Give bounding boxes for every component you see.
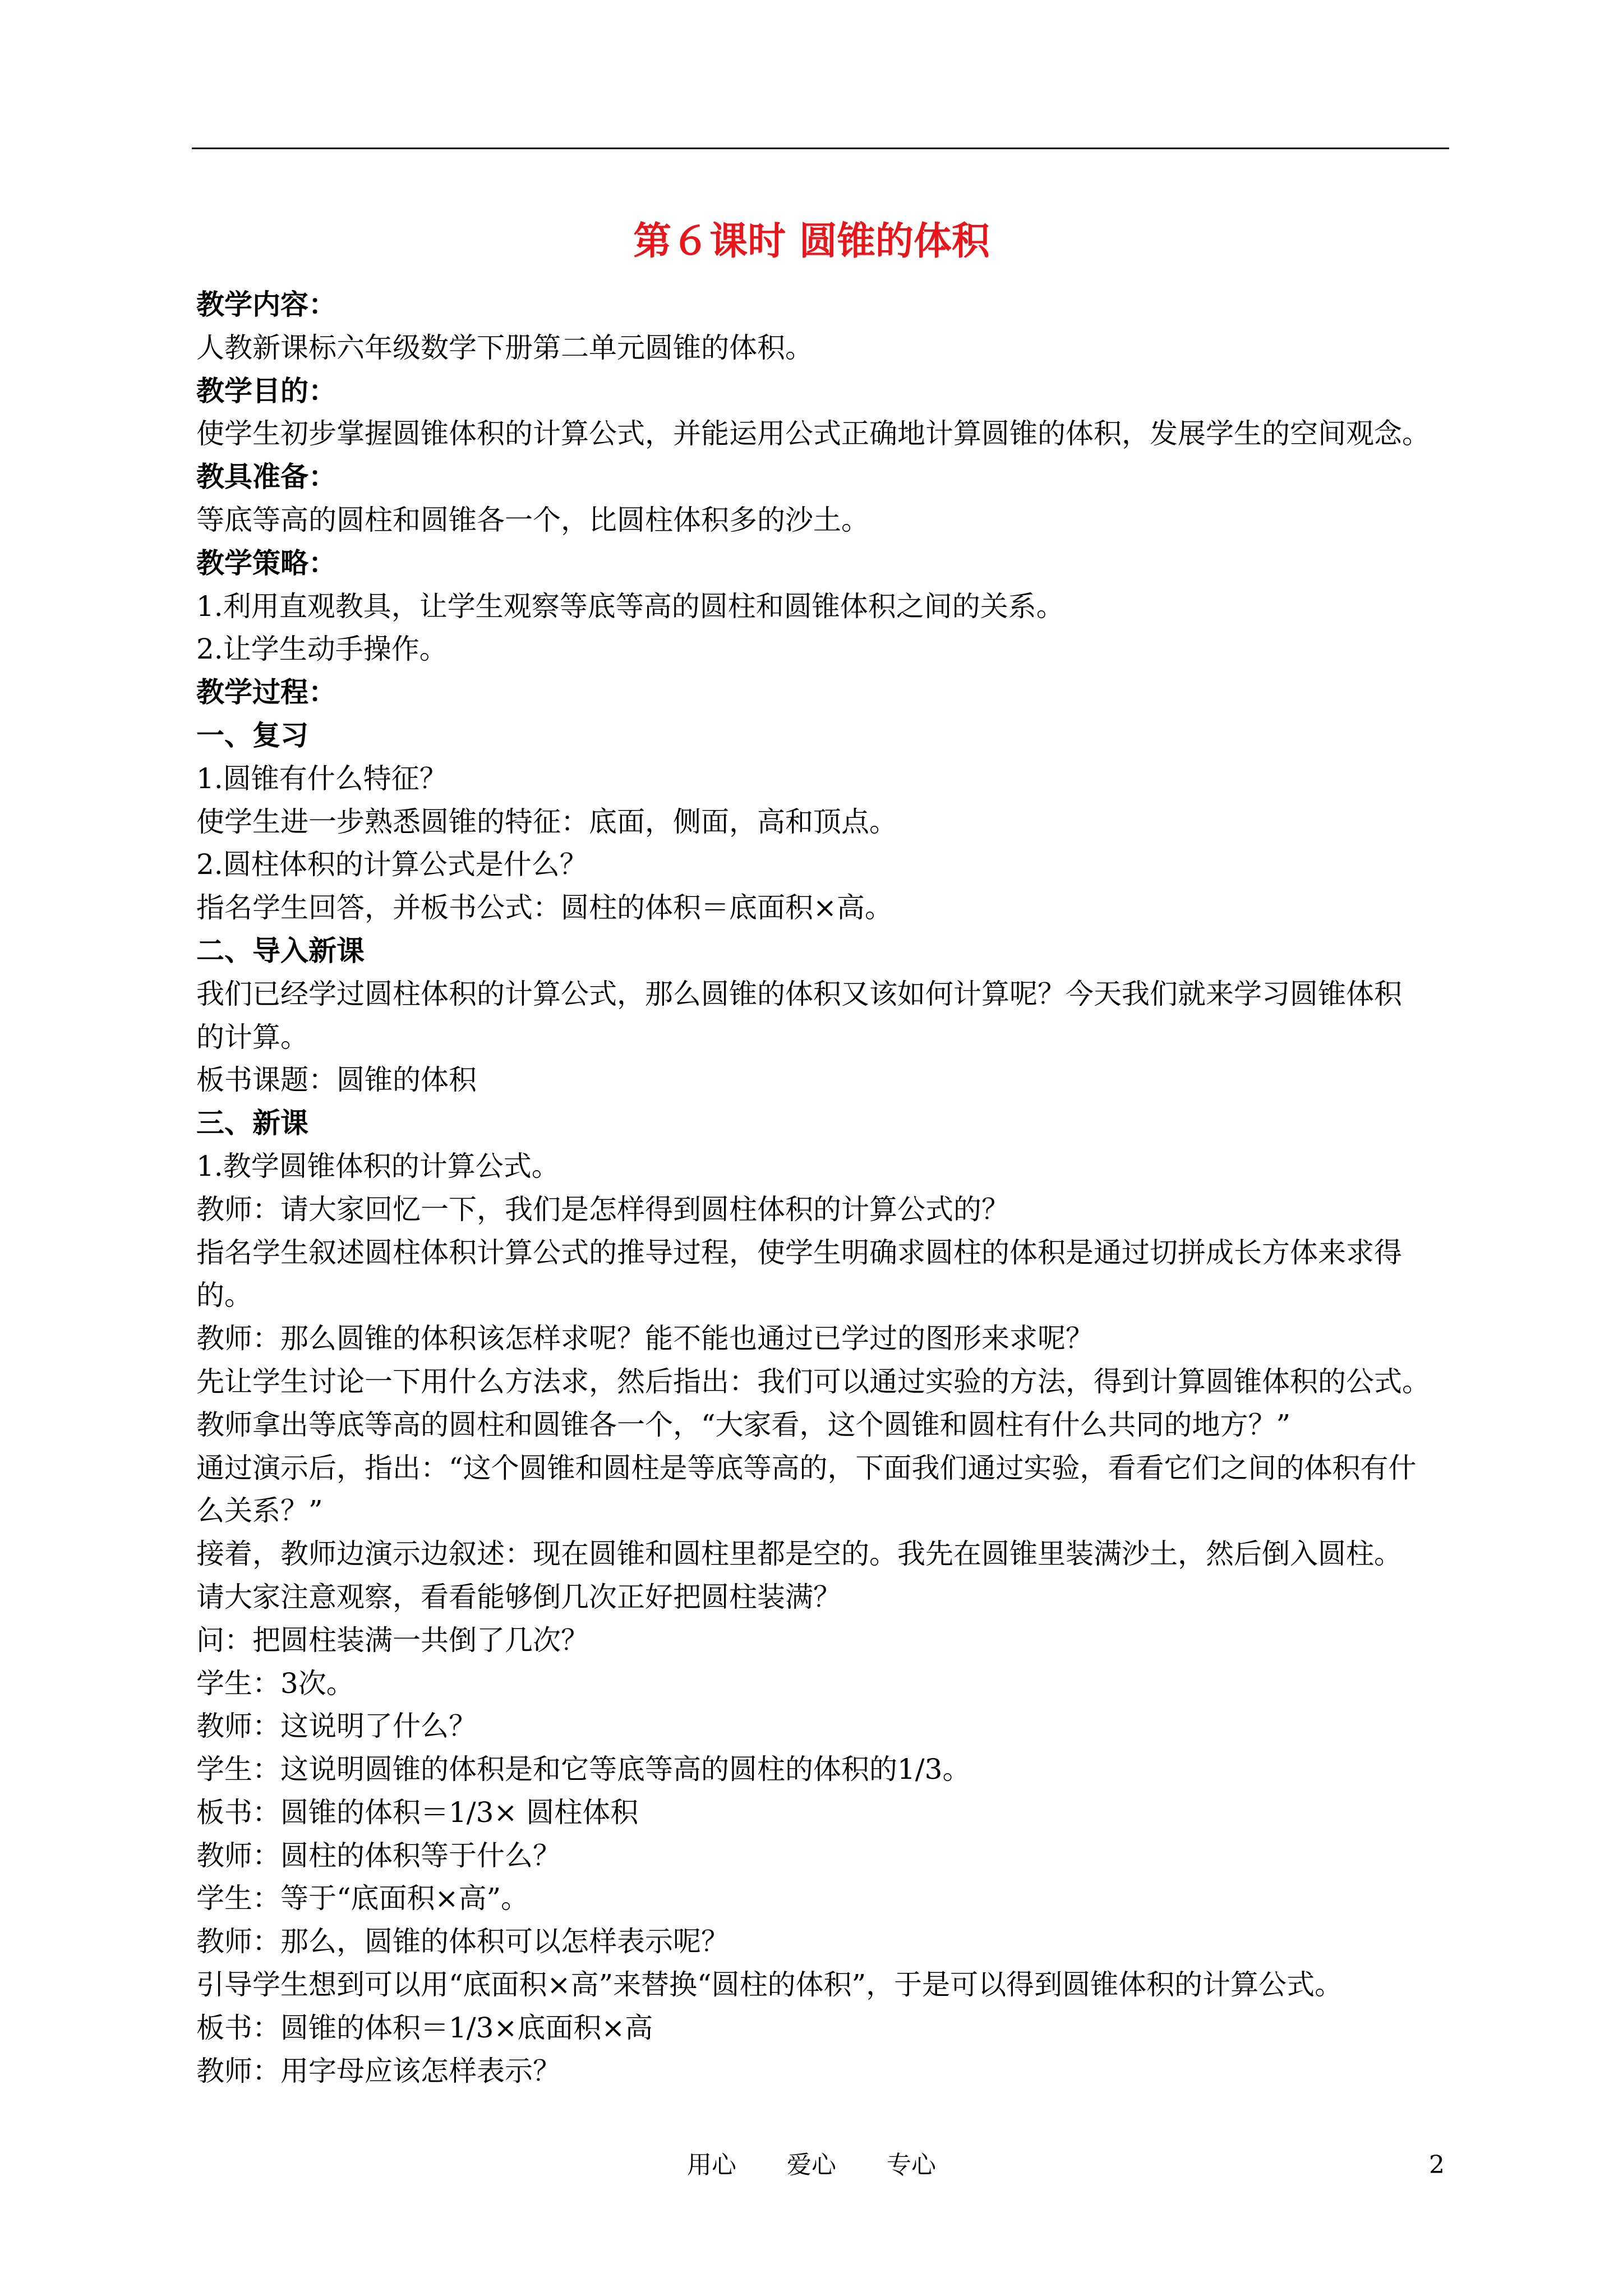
page-number: 2 (1429, 2151, 1445, 2179)
paragraph-line: 教师：那么圆锥的体积该怎样求呢？能不能也通过已学过的图形来求呢？ (196, 1322, 1094, 1355)
paragraph-line: 1.圆锥有什么特征？ (196, 762, 448, 795)
paragraph-line: 问：把圆柱装满一共倒了几次？ (196, 1623, 589, 1657)
paragraph-line: 板书：圆锥的体积＝1/3×底面积×高 (196, 2011, 653, 2044)
paragraph-line: 1.教学圆锥体积的计算公式。 (196, 1149, 560, 1182)
paragraph-line: 么关系？” (196, 1494, 323, 1527)
paragraph-line: 板书：圆锥的体积＝1/3× 圆柱体积 (196, 1796, 639, 1829)
paragraph-line: 教师：这说明了什么？ (196, 1710, 477, 1743)
section-heading: 教学策略： (196, 546, 336, 579)
paragraph-line: 的计算。 (196, 1020, 308, 1053)
paragraph-line: 学生：这说明圆锥的体积是和它等底等高的圆柱的体积的1/3。 (196, 1753, 971, 1786)
paragraph-line: 教师：用字母应该怎样表示？ (196, 2054, 561, 2087)
paragraph-line: 等底等高的圆柱和圆锥各一个，比圆柱体积多的沙土。 (196, 503, 869, 536)
section-heading: 三、新课 (196, 1106, 308, 1140)
paragraph-line: 教师：请大家回忆一下，我们是怎样得到圆柱体积的计算公式的？ (196, 1193, 1009, 1226)
paragraph-line: 指名学生回答，并板书公式：圆柱的体积＝底面积×高。 (196, 891, 893, 924)
paragraph-line: 引导学生想到可以用“底面积×高”来替换“圆柱的体积”，于是可以得到圆锥体积的计算公式。 (196, 1968, 1343, 2001)
paragraph-line: 教师拿出等底等高的圆柱和圆锥各一个，“大家看，这个圆锥和圆柱有什么共同的地方？” (196, 1408, 1291, 1441)
paragraph-line: 学生：等于“底面积×高”。 (196, 1882, 529, 1915)
paragraph-line: 2.圆柱体积的计算公式是什么？ (196, 848, 588, 881)
paragraph-line: 请大家注意观察，看看能够倒几次正好把圆柱装满？ (196, 1580, 841, 1613)
footer-word-2: 爱心 (787, 2151, 836, 2179)
footer-word-1: 用心 (687, 2151, 736, 2179)
section-heading: 教学内容： (196, 288, 336, 321)
section-heading: 教具准备： (196, 460, 336, 494)
section-heading: 教学过程： (196, 675, 336, 709)
paragraph-line: 教师：那么，圆锥的体积可以怎样表示呢？ (196, 1925, 729, 1958)
paragraph-line: 1.利用直观教具，让学生观察等底等高的圆柱和圆锥体积之间的关系。 (196, 590, 1064, 623)
paragraph-line: 教师：圆柱的体积等于什么？ (196, 1839, 561, 1872)
document-body (196, 283, 1453, 2092)
page-title: 第６课时 圆锥的体积 (633, 219, 990, 264)
paragraph-line: 的。 (196, 1279, 252, 1312)
paragraph-line: 人教新课标六年级数学下册第二单元圆锥的体积。 (196, 331, 813, 364)
footer-word-3: 专心 (887, 2151, 936, 2179)
section-heading: 教学目的： (196, 374, 336, 407)
paragraph-line: 接着，教师边演示边叙述：现在圆锥和圆柱里都是空的。我先在圆锥里装满沙土，然后倒入圆柱。 (196, 1538, 1402, 1571)
paragraph-line: 使学生初步掌握圆锥体积的计算公式，并能运用公式正确地计算圆锥的体积，发展学生的空间观念。 (196, 417, 1430, 450)
section-heading: 二、导入新课 (196, 933, 365, 967)
paragraph-line: 板书课题：圆锥的体积 (196, 1064, 477, 1097)
paragraph-line: 指名学生叙述圆柱体积计算公式的推导过程，使学生明确求圆柱的体积是通过切拼成长方体来求得 (196, 1236, 1402, 1269)
paragraph-line: 2.让学生动手操作。 (196, 633, 448, 666)
paragraph-line: 学生：3次。 (196, 1667, 354, 1700)
footer (0, 2148, 1623, 2182)
section-heading: 一、复习 (196, 718, 308, 752)
paragraph-line: 使学生进一步熟悉圆锥的特征：底面，侧面，高和顶点。 (196, 805, 897, 838)
paragraph-line: 我们已经学过圆柱体积的计算公式，那么圆锥的体积又该如何计算呢？今天我们就来学习圆锥体积 (196, 977, 1402, 1010)
paragraph-line: 通过演示后，指出：“这个圆锥和圆柱是等底等高的，下面我们通过实验，看看它们之间的体积有什 (196, 1451, 1417, 1484)
paragraph-line: 先让学生讨论一下用什么方法求，然后指出：我们可以通过实验的方法，得到计算圆锥体积的公式。 (196, 1365, 1430, 1398)
header-rule (192, 148, 1449, 149)
